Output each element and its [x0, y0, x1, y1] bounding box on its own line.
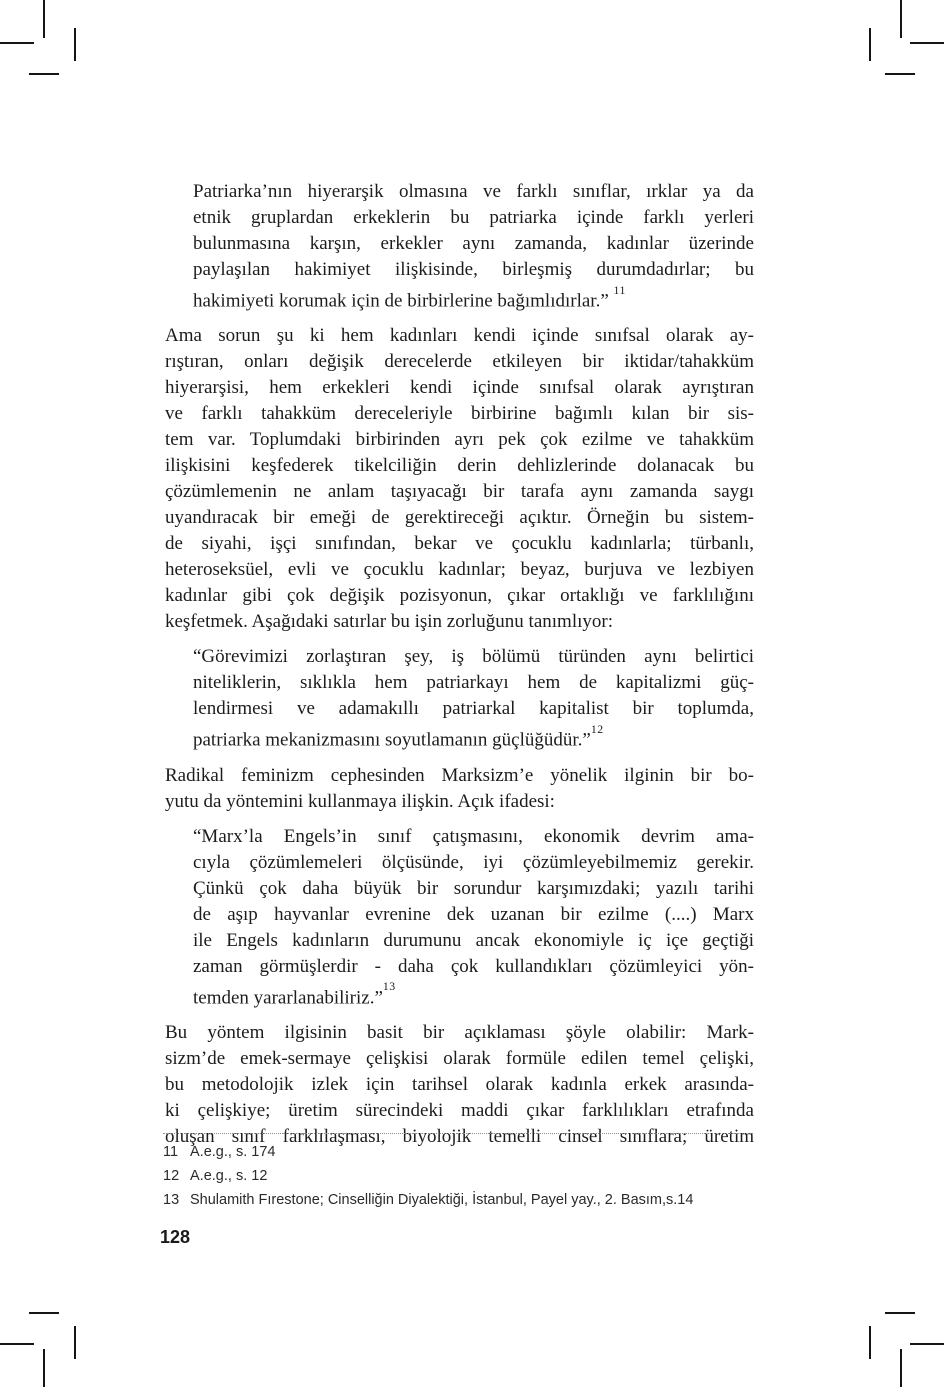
text-line: ile Engels kadınların durumunu ancak ekonomiyle iç içe geçtiği [193, 929, 754, 951]
crop-mark-segment [869, 1326, 871, 1359]
footnote-list [163, 1144, 753, 1208]
crop-mark-segment [869, 28, 871, 61]
text-line: Patriarka’nın hiyerarşik olmasına ve farklı sınıflar, ırklar ya da [193, 181, 754, 202]
crop-mark-segment [900, 0, 902, 38]
quote-block [193, 644, 754, 753]
text-line: de siyahi, işçi sınıfından, bekar ve çocuklu kadınlarla; türbanlı, [165, 533, 754, 555]
text-line [193, 722, 754, 753]
text-line: Ama sorun şu ki hem kadınları kendi içinde sınıfsal olarak ay- [165, 325, 754, 347]
footnote-text: A.e.g., s. 174 [190, 1144, 276, 1160]
text-run: keşfetmek. Aşağıdaki satırlar bu işin zorluğunu tanımlıyor: [165, 611, 613, 633]
crop-mark-segment [74, 1326, 76, 1359]
crop-mark-segment [74, 28, 76, 61]
crop-mark-segment [900, 1349, 902, 1387]
crop-mark-segment [0, 42, 34, 44]
body-paragraph [165, 763, 754, 815]
text-line: de aşıp hayvanlar evrenine dek uzanan bir ezilme (....) Marx [193, 903, 754, 925]
text-line: zaman görmüşlerdir - daha çok kullandıkları çözümleyici yön- [193, 955, 754, 977]
footnote-number: 11 [163, 1144, 179, 1160]
text-column [165, 179, 754, 1159]
page-number: 128 [160, 1227, 191, 1247]
footnote-area [163, 1133, 753, 1216]
footnote [163, 1168, 753, 1184]
text-line [165, 789, 754, 815]
text-line: bulunmasına karşın, erkekler aynı zamanda, kadınlar üzerinde [193, 233, 754, 254]
text-line: ilişkisini keşfederek tikelciliğin derin dehlizlerinde dolanacak bu [165, 455, 754, 477]
text-line: rıştıran, onları değişik derecelerde etkileyen bir iktidar/tahakküm [165, 351, 754, 373]
text-line: Radikal feminizm cephesinden Marksizm’e yönelik ilginin bir bo- [165, 764, 754, 786]
text-line: etnik gruplardan erkeklerin bu patriarka içinde farklı yerleri [193, 207, 754, 228]
footnote-number: 13 [163, 1192, 180, 1208]
text-line: sizm’de emek-sermaye çelişkisi olarak formüle edilen temel çelişki, [165, 1047, 754, 1069]
text-run: patriarka mekanizmasını soyutlamanın güçlüğüdür.” [193, 729, 591, 751]
text-run: hakimiyeti korumak için de birbirlerine bağımlıdırlar.” [193, 290, 614, 312]
text-line: ki çelişkiye; üretim sürecindeki maddi çıkar farklılıkları etrafında [165, 1099, 754, 1121]
crop-mark-segment [910, 42, 944, 44]
text-line: cıyla çözümlemeleri ölçüsünde, iyi çözümleyebilmemiz gerekir. [193, 851, 754, 873]
footnote [163, 1192, 753, 1208]
crop-mark-segment [43, 1349, 45, 1387]
text-line: hiyerarşisi, hem erkekleri kendi içinde sınıfsal olarak ayrıştıran [165, 377, 754, 399]
crop-mark-segment [885, 73, 915, 75]
footnote-text: Shulamith Fırestone; Cinselliğin Diyalektiği, İstanbul, Payel yay., 2. Basım,s.14 [190, 1192, 694, 1208]
text-line: lendirmesi ve adamakıllı patriarkal kapitalist bir toplumda, [193, 698, 754, 720]
body-paragraph [165, 1020, 754, 1150]
text-line: paylaşılan hakimiyet ilişkisinde, birleşmiş durumdadırlar; bu [193, 259, 754, 280]
text-line: “Görevimizi zorlaştıran şey, iş bölümü türünden aynı belirtici [193, 646, 754, 668]
text-line: ve farklı tahakküm dereceleriyle birbirine bağımlı kılan bir sis- [165, 403, 754, 425]
crop-mark-segment [0, 1343, 34, 1345]
footnote-reference: 13 [382, 980, 396, 994]
footnote-separator [163, 1133, 753, 1134]
footnote-reference: 11 [613, 283, 626, 297]
footnote [163, 1144, 753, 1160]
text-line: bu metodolojik izlek için tarihsel olarak kadınla erkek arasında- [165, 1073, 754, 1095]
text-line: heteroseksüel, evli ve çocuklu kadınlar; beyaz, burjuva ve lezbiyen [165, 559, 754, 581]
text-run: yutu da yöntemini kullanmaya ilişkin. Açık ifadesi: [165, 790, 555, 812]
text-line [165, 609, 754, 635]
footnote-reference: 12 [590, 723, 604, 737]
quote-block [193, 824, 754, 1011]
text-line: oluşan sınıf farklılaşması, biyolojik temelli cinsel sınıflara; üretim [165, 1125, 754, 1147]
text-run: temden yararlanabiliriz.” [193, 986, 383, 1008]
text-line: uyandıracak bir emeği de gerektireceği açıktır. Örneğin bu sistem- [165, 507, 754, 529]
crop-mark-segment [43, 0, 45, 38]
crop-mark-segment [910, 1343, 944, 1345]
text-line: niteliklerin, sıklıkla hem patriarkayı hem de kapitalizmi güç- [193, 672, 754, 694]
footnote-number: 12 [163, 1168, 180, 1184]
text-line: “Marx’la Engels’in sınıf çatışmasını, ekonomik devrim ama- [193, 825, 754, 847]
text-line: kadınlar gibi çok değişik pozisyonun, çıkar ortaklığı ve farklılığını [165, 585, 754, 607]
text-line: çözümlemenin ne anlam taşıyacağı bir tarafa aynı zamanda saygı [165, 481, 754, 503]
quote-block [193, 179, 754, 314]
footnote-text: A.e.g., s. 12 [190, 1168, 268, 1184]
crop-mark-segment [29, 73, 59, 75]
text-line: Çünkü çok daha büyük bir sorundur karşımızdaki; yazılı tarihi [193, 877, 754, 899]
text-line [193, 283, 754, 314]
text-line: tem var. Toplumdaki birbirinden ayrı pek çok ezilme ve tahakküm [165, 429, 754, 451]
crop-mark-segment [29, 1312, 59, 1314]
body-paragraph [165, 323, 754, 635]
text-line [193, 980, 754, 1011]
crop-mark-segment [885, 1312, 915, 1314]
text-line: Bu yöntem ilgisinin basit bir açıklaması şöyle olabilir: Mark- [165, 1021, 754, 1043]
